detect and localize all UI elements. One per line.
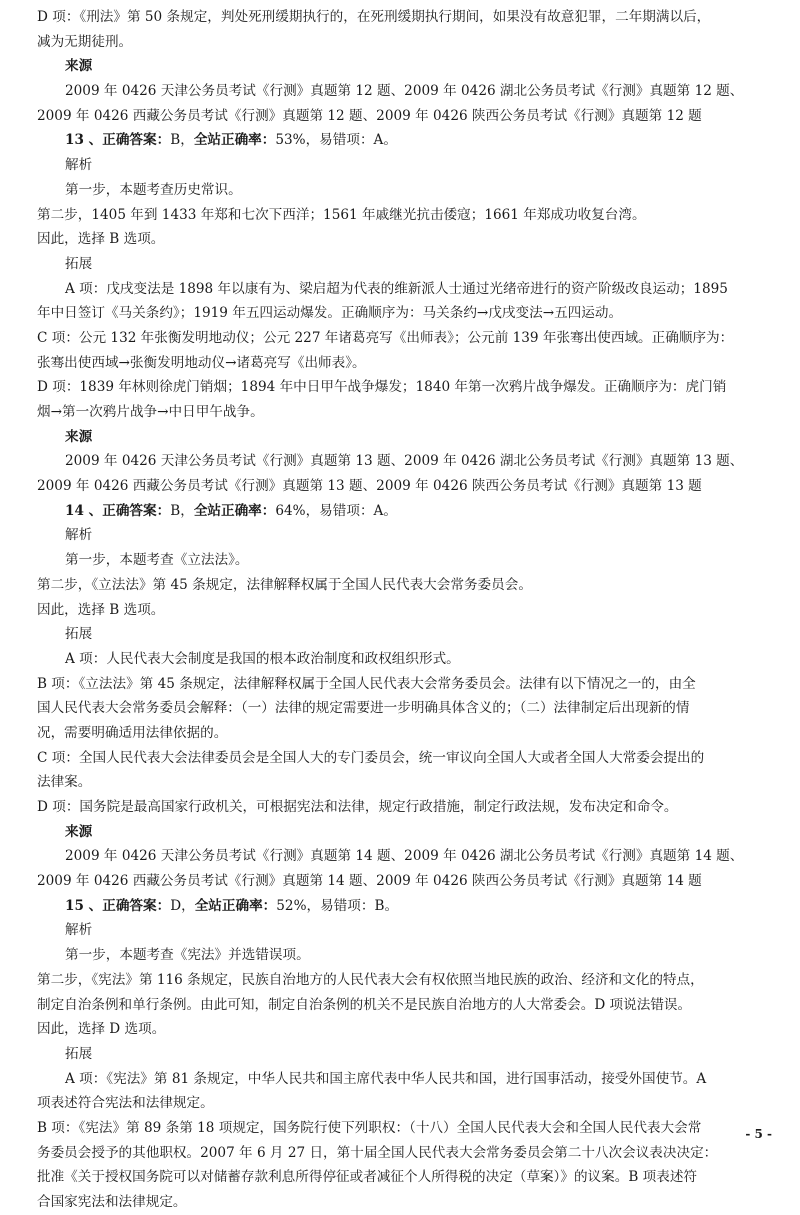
text-line: 2009 年 0426 西藏公务员考试《行测》真题第 14 题、2009 年 0426 陕西公务员考试《行测》真题第 14 题 <box>37 873 702 890</box>
text-line: 况，需要明确适用法律依据的。 <box>37 724 228 741</box>
text-line: 拓展 <box>65 1045 93 1062</box>
accuracy-value: 52%，易错项：B。 <box>276 897 399 914</box>
text-line: 张骞出使西域→张衡发明地动仪→诸葛亮写《出师表》。 <box>37 354 366 371</box>
text-line: 制定自治条例和单行条例。由此可知，制定自治条例的机关不是民族自治地方的人大常委会。D 项说法错误。 <box>37 996 692 1013</box>
answer-number: 15 、 <box>65 897 103 914</box>
text-line: B 项：《宪法》第 89 条第 18 项规定，国务院行使下列职权：（十八）全国人民代表大会和全国人民代表大会常 <box>37 1119 702 1136</box>
section-heading: 来源 <box>65 428 93 445</box>
text-line: A 项：《宪法》第 81 条规定，中华人民共和国主席代表中华人民共和国，进行国事活动，接受外国使节。A <box>65 1070 707 1087</box>
text-line: D 项：《刑法》第 50 条规定，判处死刑缓期执行的，在死刑缓期执行期间，如果没有故意犯罪，二年期满以后， <box>37 9 711 25</box>
answer-line <box>37 894 777 919</box>
correct-answer-label: 正确答案： <box>102 132 171 149</box>
text-line: 2009 年 0426 天津公务员考试《行测》真题第 14 题、2009 年 0426 湖北公务员考试《行测》真题第 14 题、 <box>65 848 744 865</box>
accuracy-label: 全站正确率： <box>193 132 276 149</box>
text-line: 第一步，本题考查《宪法》并选错误项。 <box>65 947 310 964</box>
text-line: 务委员会授予的其他职权。2007 年 6 月 27 日，第十届全国人民代表大会常务委员会第二十八次会议表决决定： <box>37 1144 718 1161</box>
text-line: 解析 <box>65 922 93 939</box>
page-number: - 5 - <box>745 1127 772 1141</box>
correct-answer-label: 正确答案： <box>102 897 171 914</box>
accuracy-value: 53%，易错项：A。 <box>275 132 397 149</box>
section-heading: 来源 <box>65 823 93 840</box>
page-content <box>37 5 777 1215</box>
text-line: 批准《关于授权国务院可以对储蓄存款利息所得停征或者减征个人所得税的决定（草案）》的议案。B 项表述符 <box>37 1169 698 1186</box>
text-line: 第二步，1405 年到 1433 年郑和七次下西洋；1561 年戚继光抗击倭寇；1661 年郑成功收复台湾。 <box>37 206 646 223</box>
text-line: B 项：《立法法》第 45 条规定，法律解释权属于全国人民代表大会常务委员会。法律有以下情况之一的，由全 <box>37 675 696 692</box>
text-line: A 项：戊戌变法是 1898 年以康有为、梁启超为代表的维新派人士通过光绪帝进行的资产阶级改良运动；1895 <box>65 280 728 297</box>
correct-answer-value: B， <box>170 502 194 519</box>
text-line: C 项：公元 132 年张衡发明地动仪；公元 227 年诸葛亮写《出师表》；公元前 139 年张骞出使西域。正确顺序为： <box>37 329 734 346</box>
answer-line <box>37 499 777 524</box>
text-line: 因此，选择 D 选项。 <box>37 1021 166 1038</box>
text-line: 2009 年 0426 天津公务员考试《行测》真题第 13 题、2009 年 0426 湖北公务员考试《行测》真题第 13 题、 <box>65 453 744 470</box>
text-line: 合国家宪法和法律规定。 <box>37 1194 187 1210</box>
text-line: 解析 <box>65 527 93 544</box>
answer-number: 14 、 <box>65 502 103 519</box>
text-line: 项表述符合宪法和法律规定。 <box>37 1095 214 1112</box>
accuracy-value: 64%，易错项：A。 <box>275 502 397 519</box>
answer-number: 13 、 <box>65 132 103 149</box>
text-line: 第二步，《宪法》第 116 条规定，民族自治地方的人民代表大会有权依照当地民族的政治、经济和文化的特点， <box>37 971 704 988</box>
text-line: C 项：全国人民代表大会法律委员会是全国人大的专门委员会，统一审议向全国人大或者全国人大常委会提出的 <box>37 749 705 766</box>
text-line: 第二步，《立法法》第 45 条规定，法律解释权属于全国人民代表大会常务委员会。 <box>37 576 532 593</box>
text-line: 第一步，本题考查《立法法》。 <box>65 552 249 569</box>
text-line: 因此，选择 B 选项。 <box>37 231 165 248</box>
text-line: 第一步，本题考查历史常识。 <box>65 181 242 198</box>
text-line: 2009 年 0426 西藏公务员考试《行测》真题第 13 题、2009 年 0426 陕西公务员考试《行测》真题第 13 题 <box>37 478 702 495</box>
correct-answer-value: B， <box>170 132 194 149</box>
text-line: 年中日签订《马关条约》；1919 年五四运动爆发。正确顺序为：马关条约→戊戌变法→五四运动。 <box>37 305 623 322</box>
text-line: 法律案。 <box>37 774 92 791</box>
correct-answer-label: 正确答案： <box>102 502 171 519</box>
text-line: 解析 <box>65 157 93 174</box>
text-line: 烟→第一次鸦片战争→中日甲午战争。 <box>37 404 264 420</box>
section-heading: 来源 <box>65 58 93 75</box>
text-line: D 项：国务院是最高国家行政机关，可根据宪法和法律，规定行政措施，制定行政法规，发布决定和命令。 <box>37 799 678 815</box>
accuracy-label: 全站正确率： <box>193 502 276 519</box>
text-line: 因此，选择 B 选项。 <box>37 601 165 618</box>
text-line: 国人民代表大会常务委员会解释：（一）法律的规定需要进一步明确具体含义的；（二）法律制定后出现新的情 <box>37 700 690 717</box>
text-line: 2009 年 0426 西藏公务员考试《行测》真题第 12 题、2009 年 0426 陕西公务员考试《行测》真题第 12 题 <box>37 107 702 124</box>
accuracy-label: 全站正确率： <box>194 897 277 914</box>
text-line: 拓展 <box>65 255 93 272</box>
answer-line <box>37 128 777 153</box>
text-line: 减为无期徒刑。 <box>37 33 133 50</box>
text-line: 拓展 <box>65 626 93 643</box>
correct-answer-value: D， <box>170 897 195 914</box>
text-line: D 项：1839 年林则徐虎门销烟；1894 年中日甲午战争爆发；1840 年第一次鸦片战争爆发。正确顺序为：虎门销 <box>37 379 727 396</box>
text-line: 2009 年 0426 天津公务员考试《行测》真题第 12 题、2009 年 0426 湖北公务员考试《行测》真题第 12 题、 <box>65 83 744 100</box>
text-line: A 项：人民代表大会制度是我国的根本政治制度和政权组织形式。 <box>65 650 460 667</box>
